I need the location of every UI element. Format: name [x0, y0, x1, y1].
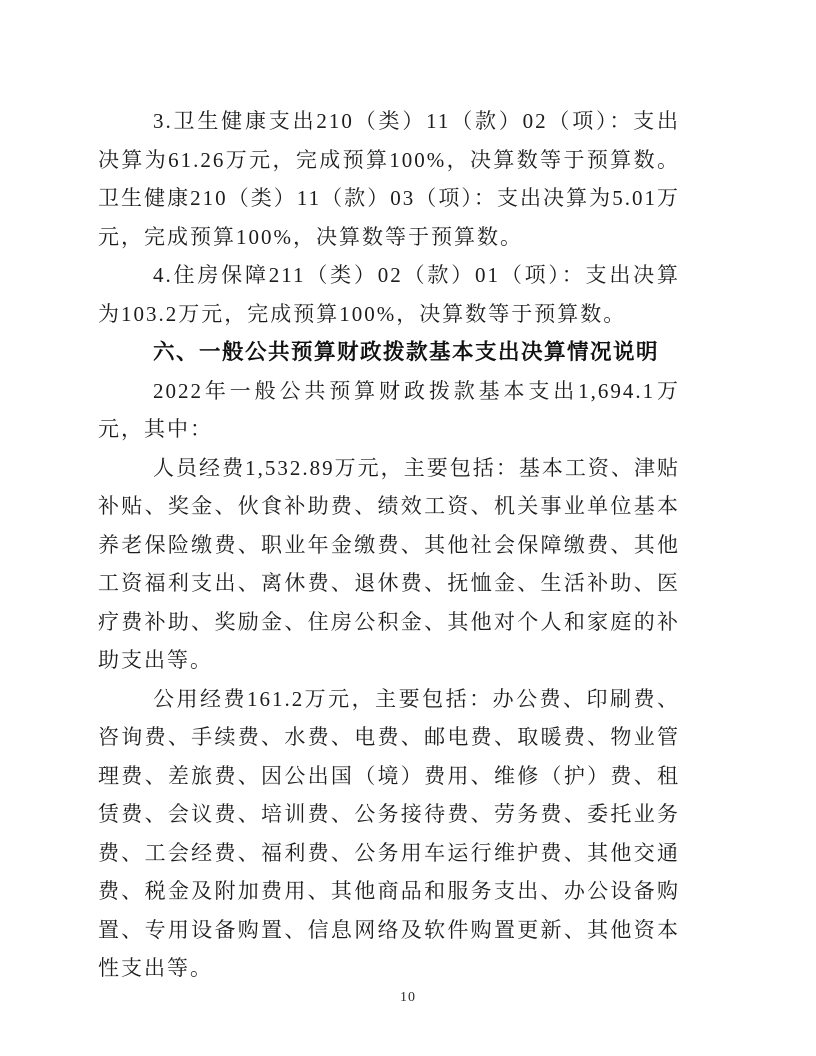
section-heading-basic-expenditure-explanation: 六、一般公共预算财政拨款基本支出决算情况说明 — [153, 340, 660, 364]
document-content — [98, 102, 680, 988]
paragraph-public-expenses: 公用经费161.2万元，主要包括：办公费、印刷费、咨询费、手续费、水费、电费、邮电费、取暖费、物业管理费、差旅费、因公出国（境）费用、维修（护）费、租赁费、会议费、培训费、公务接待费、劳务费、委托业务费、工会经费、福利费、公务用车运行维护费、其他交通费、税金及附加费用、其他商品和服务支出、办公设备购置、专用设备购置、信息网络及软件购置更新、其他资本性支出等。 — [98, 686, 680, 980]
paragraph-personnel-expenses: 人员经费1,532.89万元，主要包括：基本工资、津贴补贴、奖金、伙食补助费、绩效工资、机关事业单位基本养老保险缴费、职业年金缴费、其他社会保障缴费、其他工资福利支出、离休费、退休费、抚恤金、生活补助、医疗费补助、奖励金、住房公积金、其他对个人和家庭的补助支出等。 — [98, 455, 680, 672]
page-number: 10 — [400, 990, 416, 1005]
paragraph-housing-security-item4: 4.住房保障211（类）02（款）01（项）：支出决算为103.2万元，完成预算100%，决算数等于预算数。 — [98, 263, 680, 326]
paragraph-health-expenditure-item3: 3.卫生健康支出210（类）11（款）02（项）：支出决算为61.26万元，完成预算100%，决算数等于预算数。卫生健康210（类）11（款）03（项）：支出决算为5.01万元，完成预算100%，决算数等于预算数。 — [98, 109, 680, 249]
paragraph-2022-basic-expenditure-total: 2022年一般公共预算财政拨款基本支出1,694.1万元，其中： — [98, 378, 680, 441]
